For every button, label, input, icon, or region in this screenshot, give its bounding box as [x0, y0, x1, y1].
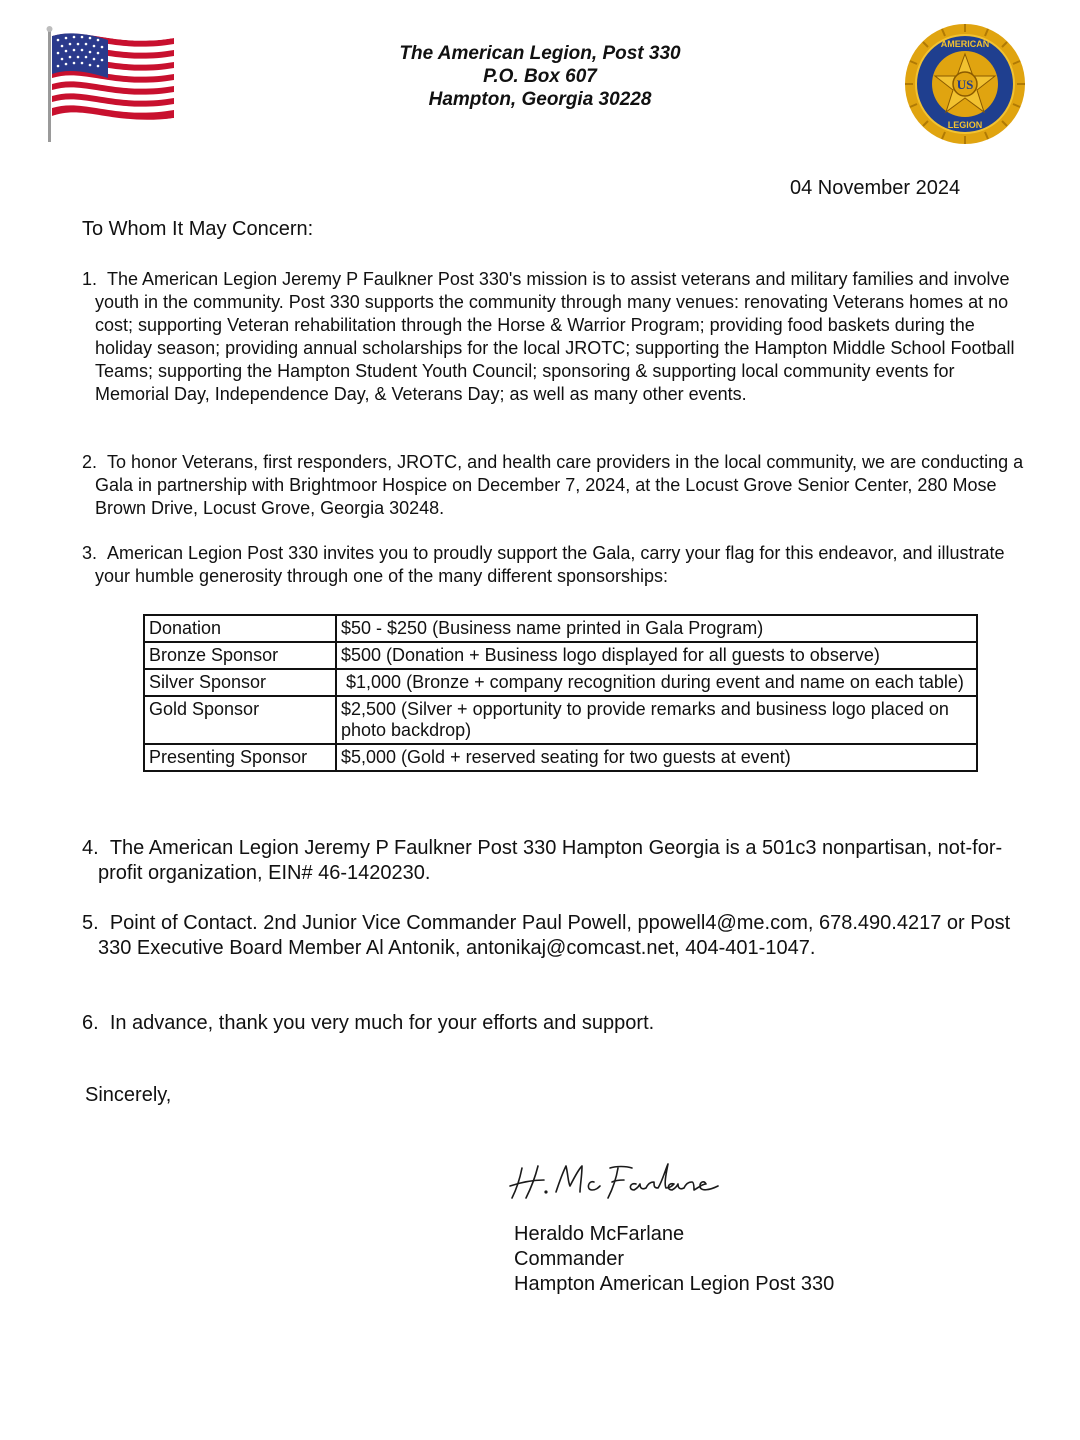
table-row — [144, 669, 977, 696]
emblem-top-text: AMERICAN — [940, 39, 990, 49]
paragraph-number: 2. — [82, 452, 98, 472]
paragraph-6 — [82, 1011, 1043, 1036]
letterhead-line-1: The American Legion, Post 330 — [399, 43, 681, 64]
paragraph-text: The American Legion Jeremy P Faulkner Post 330's mission is to assist veterans and military families and involve youth in the community. Post 330 supports the community through many venues: renovating Veterans homes at no cost; supporting Veteran rehabilitation through the Horse & Warrior Program; providing food baskets during the holiday season; providing annual scholarships for the local JROTC; supporting the Hampton Middle School Football Teams; supporting the Hampton Student Youth Council; sponsoring & supporting local community events for Memorial Day, Independence Day, & Veterans Day; as well as many other events. — [95, 269, 1015, 404]
paragraph-number: 3. — [82, 543, 98, 563]
american-legion-emblem-icon — [904, 22, 1026, 146]
paragraph-text: The American Legion Jeremy P Faulkner Post 330 Hampton Georgia is a 501c3 nonpartisan, not-for-profit organization, EIN# 46-1420230. — [98, 837, 1003, 884]
signer-organization: Hampton American Legion Post 330 — [514, 1273, 835, 1295]
emblem-bottom-text: LEGION — [947, 120, 983, 130]
salutation: To Whom It May Concern: — [82, 218, 314, 240]
paragraph-text: American Legion Post 330 invites you to proudly support the Gala, carry your flag for this endeavor, and illustrate your humble generosity through one of the many different sponsorships: — [95, 543, 1005, 586]
letterhead-address — [300, 42, 780, 111]
paragraph-number: 6. — [82, 1012, 99, 1034]
paragraph-1 — [82, 268, 1025, 406]
sponsorship-level: Silver Sponsor — [144, 669, 336, 696]
paragraph-text: Point of Contact. 2nd Junior Vice Commander Paul Powell, ppowell4@me.com, 678.490.4217 or Post 330 Executive Board Member Al Antonik, antonikaj@comcast.net, 404-401-1047. — [98, 912, 1011, 959]
emblem-center-text: US — [956, 77, 974, 92]
sponsorship-description: $50 - $250 (Business name printed in Gala Program) — [336, 615, 977, 642]
letterhead-line-2: P.O. Box 607 — [483, 66, 597, 87]
table-row — [144, 696, 977, 744]
table-row — [144, 744, 977, 771]
signer-block — [514, 1222, 834, 1297]
sponsorship-description: $500 (Donation + Business logo displayed for all guests to observe) — [336, 642, 977, 669]
sponsorship-description: $2,500 (Silver + opportunity to provide remarks and business logo placed on photo backdrop) — [336, 696, 977, 744]
sponsorship-level: Gold Sponsor — [144, 696, 336, 744]
paragraph-3 — [82, 542, 1025, 588]
sponsorship-table — [143, 614, 978, 772]
paragraph-5 — [82, 911, 1043, 961]
paragraph-2 — [82, 451, 1025, 520]
letter-date: 04 November 2024 — [790, 177, 961, 199]
signer-title: Commander — [514, 1248, 625, 1270]
sponsorship-level: Presenting Sponsor — [144, 744, 336, 771]
paragraph-text: In advance, thank you very much for your efforts and support. — [109, 1012, 655, 1034]
paragraph-text: To honor Veterans, first responders, JROTC, and health care providers in the local community, we are conducting a Gala in partnership with Brightmoor Hospice on December 7, 2024, at the Locust Grove Senior Center, 280 Mose Brown Drive, Locust Grove, Georgia 30248. — [95, 452, 1024, 518]
table-row — [144, 615, 977, 642]
table-row — [144, 642, 977, 669]
sponsorship-level: Bronze Sponsor — [144, 642, 336, 669]
american-flag-icon — [44, 26, 178, 144]
letterhead-line-3: Hampton, Georgia 30228 — [428, 89, 652, 110]
sponsorship-description: $5,000 (Gold + reserved seating for two guests at event) — [336, 744, 977, 771]
sponsorship-description: $1,000 (Bronze + company recognition during event and name on each table) — [336, 669, 977, 696]
paragraph-number: 4. — [82, 837, 99, 859]
signer-name: Heraldo McFarlane — [514, 1223, 685, 1245]
sponsorship-level: Donation — [144, 615, 336, 642]
handwritten-signature — [508, 1158, 723, 1204]
paragraph-number: 1. — [82, 269, 98, 289]
paragraph-4 — [82, 836, 1043, 886]
closing: Sincerely, — [85, 1084, 172, 1106]
paragraph-number: 5. — [82, 912, 99, 934]
